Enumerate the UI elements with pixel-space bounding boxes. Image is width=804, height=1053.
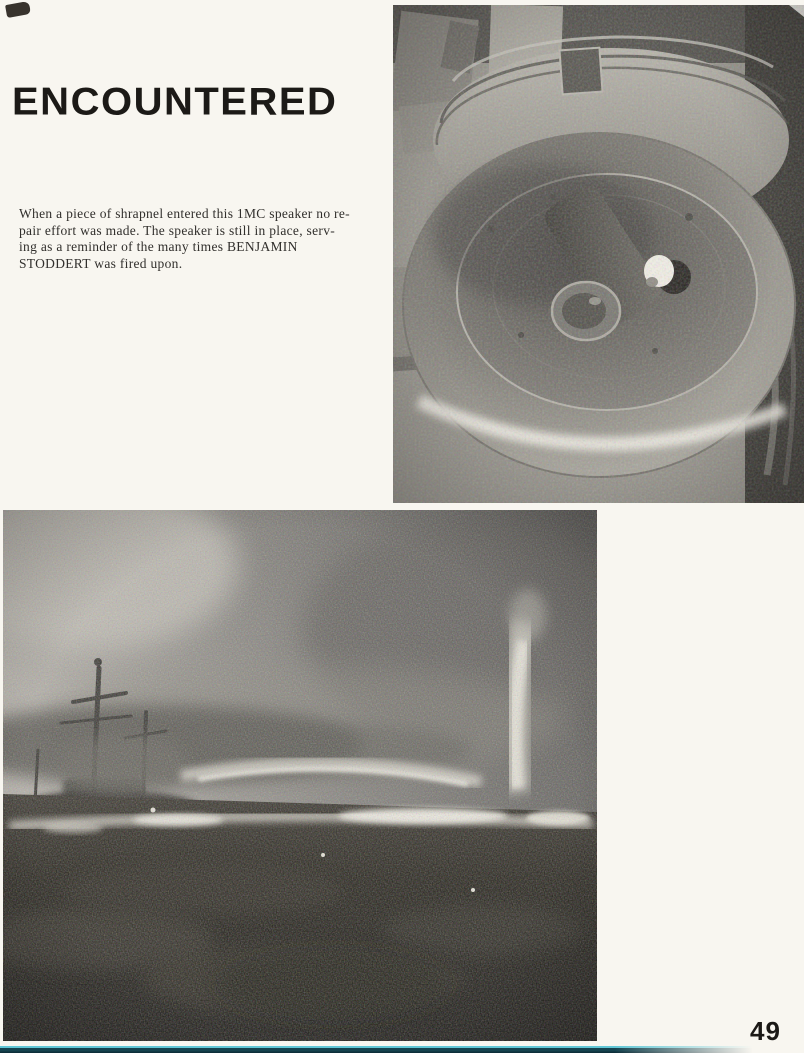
caption-line: ing as a reminder of the many times BENJAMIN	[19, 239, 298, 254]
footer-bar	[0, 1046, 768, 1053]
sea-photo-illustration	[3, 510, 597, 1041]
page-corner-mark	[5, 1, 31, 18]
footer-bar-fade	[0, 1046, 768, 1053]
caption-line: When a piece of shrapnel entered this 1MC speaker no re-	[19, 206, 350, 221]
page-title: ENCOUNTERED	[12, 80, 338, 124]
speaker-photo	[393, 5, 804, 503]
caption-line: STODDERT was fired upon.	[19, 255, 183, 271]
caption-line: pair effort was made. The speaker is still in place, serv-	[19, 222, 336, 238]
photo-caption	[19, 206, 399, 272]
page-number: 49	[750, 1016, 781, 1046]
sea-photo	[3, 510, 597, 1041]
speaker-photo-illustration	[393, 5, 804, 503]
